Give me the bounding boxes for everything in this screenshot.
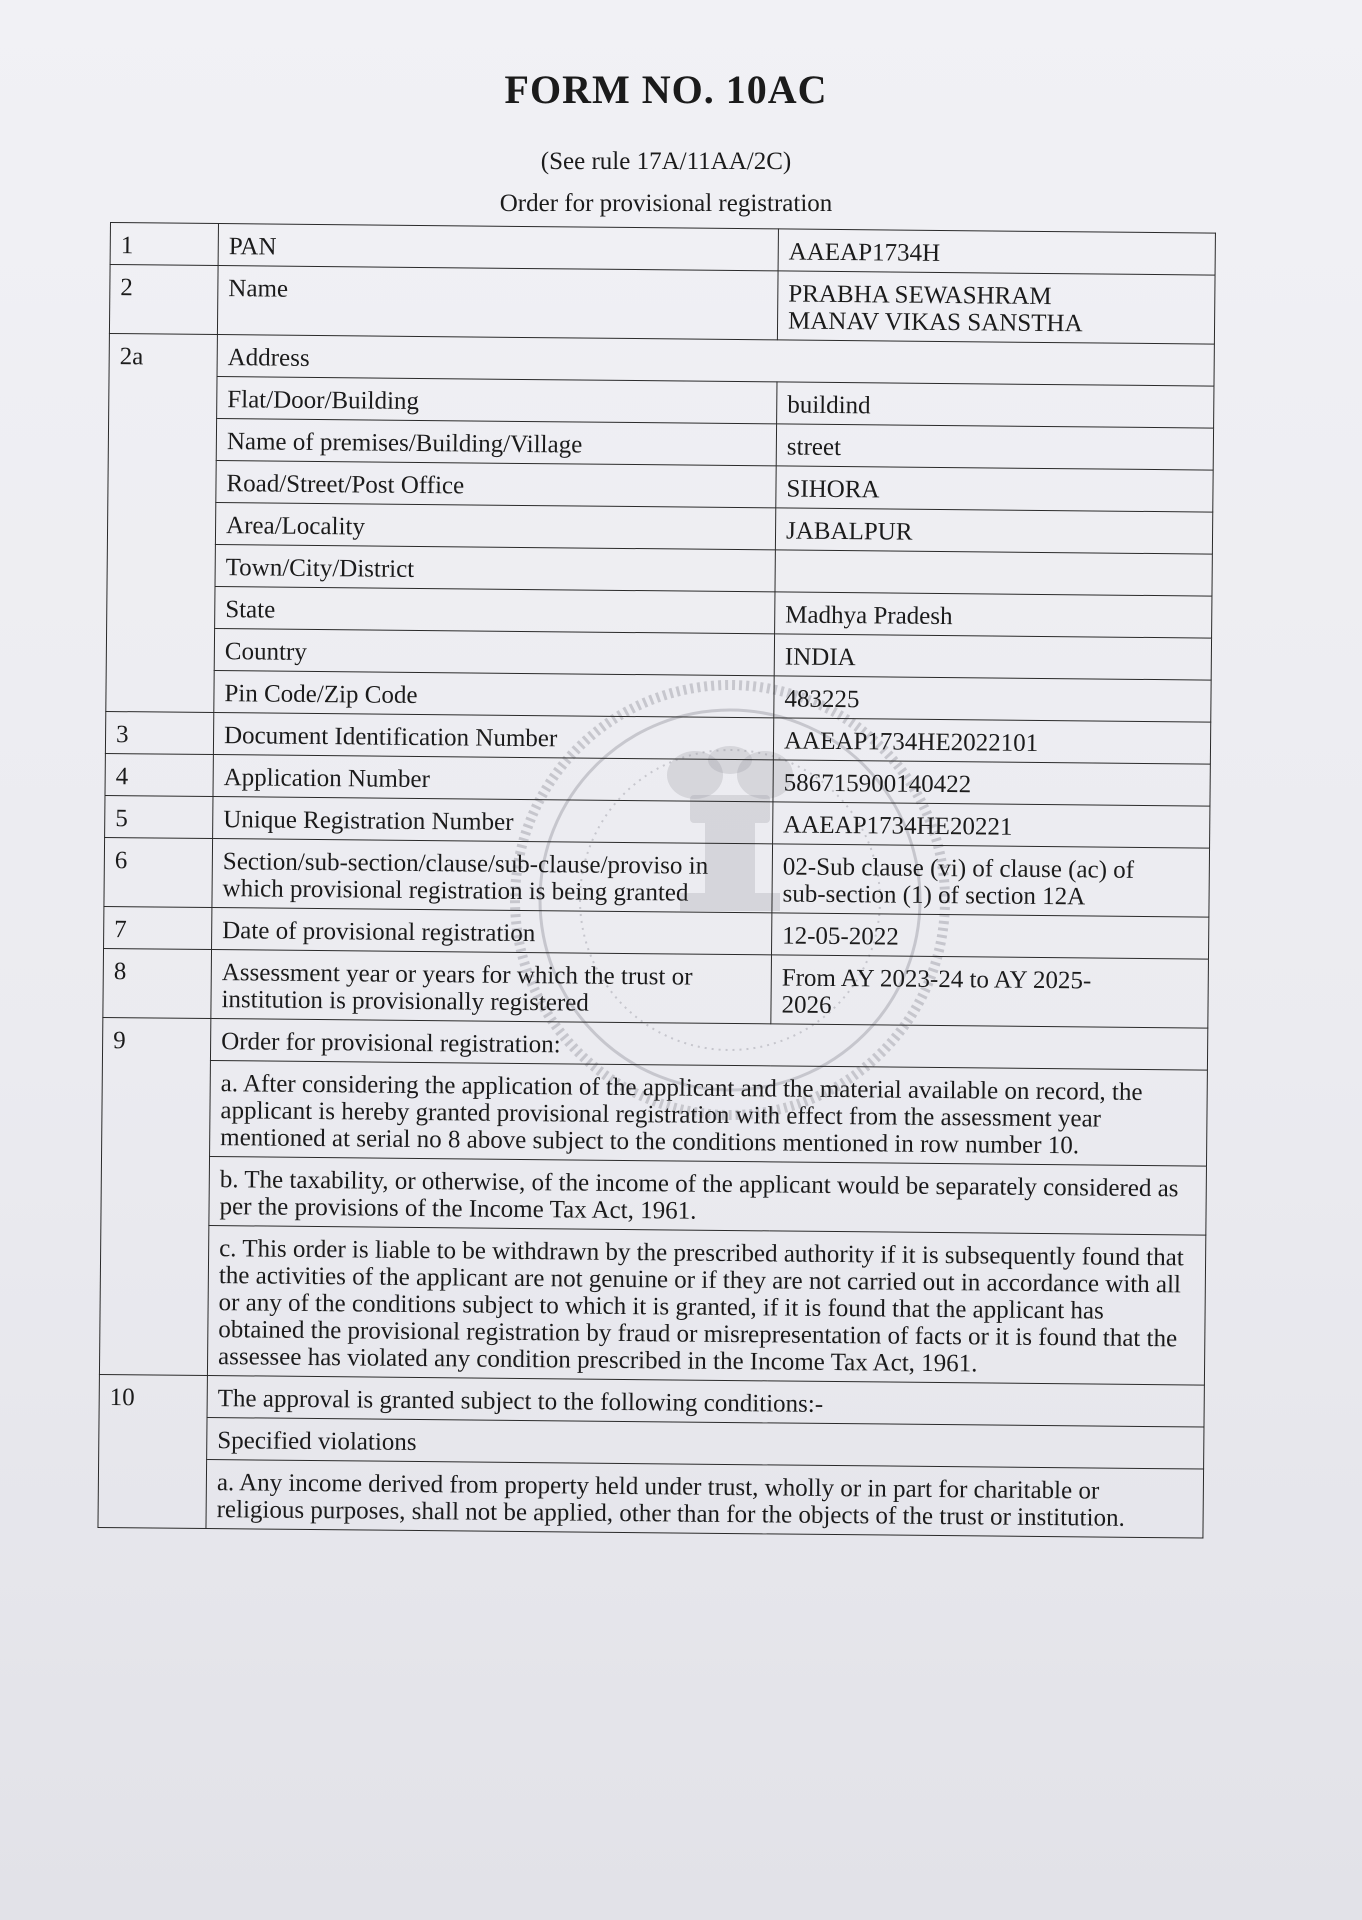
field-value — [777, 271, 1215, 344]
value-line: PRABHA SEWASHRAM — [788, 280, 1052, 311]
serial-number: 7 — [104, 906, 212, 949]
serial-number: 4 — [105, 753, 213, 796]
field-value — [771, 955, 1209, 1028]
form-title: FORM NO. 10AC — [504, 67, 828, 112]
row-order-para-a — [102, 1059, 1208, 1166]
field-value: street — [776, 424, 1213, 470]
serial-number: 10 — [98, 1374, 207, 1528]
row-order-para-c — [99, 1224, 1205, 1385]
serial-number: 8 — [103, 948, 212, 1018]
order-paragraph-a: a. After considering the application of the applicant and the material available on record, the applicant is hereby granted provisional registration with effect from the assessment year mentioned at serial no 8 above subject to the conditions mentioned in row number 10. — [210, 1061, 1208, 1167]
field-label: Area/Locality — [215, 503, 775, 550]
field-value: 12-05-2022 — [771, 913, 1208, 959]
field-label — [211, 950, 772, 1024]
serial-number: 3 — [105, 711, 213, 754]
value-line: 2026 — [781, 991, 832, 1019]
field-value: INDIA — [774, 634, 1211, 680]
field-value: buildind — [777, 382, 1214, 428]
order-paragraph-c: c. This order is liable to be withdrawn by the prescribed authority if it is subsequently found that the activities of the applicant are not genuine or if they are not carried out in accordance with all or any of the conditions subject to which it is granted, if it is found that the applicant has obtained the provisional registration by fraud or misrepresentation of facts or it is found that the assessee has violated any condition prescribed in the Income Tax Act, 1961. — [207, 1225, 1205, 1385]
field-label: State — [215, 587, 775, 634]
field-value — [772, 844, 1210, 917]
field-value: AAEAP1734HE20221 — [773, 802, 1210, 848]
field-label — [212, 839, 773, 913]
serial-number: 2a — [106, 333, 218, 712]
row-name — [109, 265, 1215, 345]
field-value: Madhya Pradesh — [775, 592, 1212, 638]
field-label: Name of premises/Building/Village — [216, 419, 776, 466]
value-line: sub-section (1) of section 12A — [782, 880, 1086, 911]
value-line: 02-Sub clause (vi) of clause (ac) of — [782, 853, 1135, 884]
label-line: Assessment year or years for which the trust or — [221, 959, 693, 991]
field-value: JABALPUR — [775, 508, 1212, 554]
condition-paragraph-a: a. Any income derived from property held under trust, wholly or in part for charitable or religious purposes, shall not be applied, other than for the objects of the trust or institution. — [206, 1459, 1204, 1538]
order-heading: Order for provisional registration: — [210, 1019, 1207, 1071]
form-rule-reference: (See rule 17A/11AA/2C) — [540, 148, 792, 175]
field-value: SIHORA — [776, 466, 1213, 512]
serial-number: 2 — [109, 265, 218, 335]
serial-number: 5 — [105, 795, 213, 838]
specified-violations-heading: Specified violations — [207, 1417, 1204, 1469]
field-label: PAN — [218, 224, 778, 271]
serial-number: 6 — [104, 837, 213, 907]
row-assessment-years — [103, 948, 1209, 1028]
field-label: Town/City/District — [215, 545, 775, 592]
row-order-para-b — [101, 1155, 1207, 1235]
field-value: 483225 — [774, 676, 1211, 722]
row-condition-a — [98, 1458, 1204, 1538]
field-label: Address — [217, 335, 1214, 387]
serial-number: 9 — [99, 1017, 210, 1375]
label-line: institution is provisionally registered — [221, 986, 589, 1017]
field-label: Unique Registration Number — [213, 797, 773, 844]
serial-number: 1 — [110, 223, 218, 266]
field-value: AAEAP1734H — [778, 229, 1215, 275]
label-line: Section/sub-section/clause/sub-clause/proviso in — [222, 848, 709, 880]
conditions-heading: The approval is granted subject to the following conditions:- — [207, 1375, 1204, 1427]
field-label: Flat/Door/Building — [217, 377, 777, 424]
field-label: Pin Code/Zip Code — [214, 671, 774, 718]
field-label: Name — [217, 266, 778, 340]
field-label: Application Number — [213, 755, 773, 802]
field-label: Document Identification Number — [213, 713, 773, 760]
field-label: Date of provisional registration — [212, 908, 772, 955]
registration-form — [97, 222, 1214, 1539]
field-label: Road/Street/Post Office — [216, 461, 776, 508]
form-subtitle: Order for provisional registration — [499, 190, 833, 217]
label-line: which provisional registration is being granted — [222, 875, 689, 907]
order-paragraph-b: b. The taxability, or otherwise, of the income of the applicant would be separately considered as per the provisions of the Income Tax Act, 1961. — [209, 1156, 1207, 1235]
field-value: AAEAP1734HE2022101 — [773, 718, 1210, 764]
field-value — [775, 550, 1212, 596]
field-label: Country — [214, 629, 774, 676]
registration-table — [97, 222, 1215, 1539]
value-line: From AY 2023-24 to AY 2025- — [781, 964, 1092, 995]
field-value: 586715900140422 — [773, 760, 1210, 806]
value-line: MANAV VIKAS SANSTHA — [787, 307, 1083, 338]
row-section — [104, 837, 1210, 917]
